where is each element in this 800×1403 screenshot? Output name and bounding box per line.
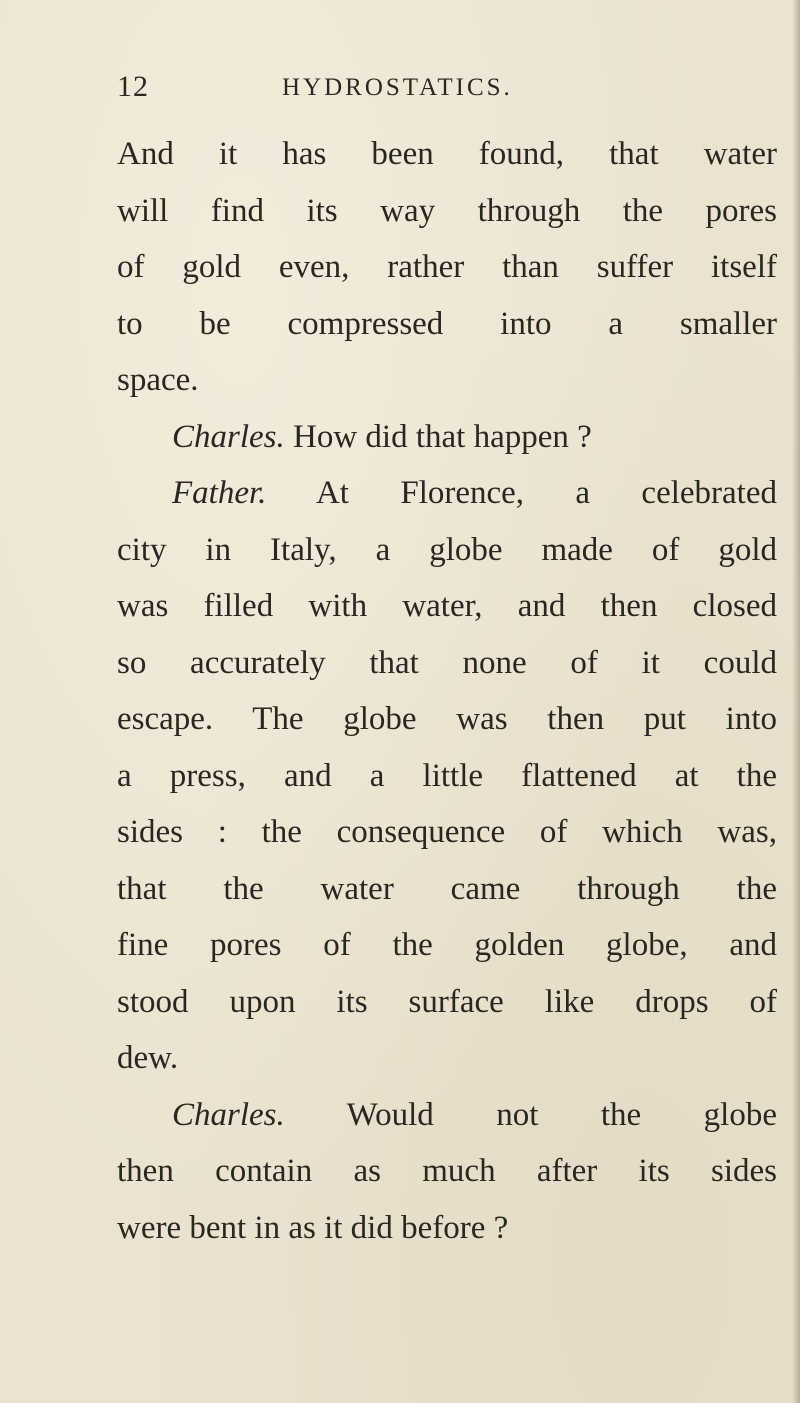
text-line: a press, and a little flattened at the — [117, 757, 777, 794]
running-head: HYDROSTATICS. — [282, 74, 513, 101]
body-text — [117, 126, 777, 1256]
text-line: were bent in as it did before ? — [117, 1209, 509, 1246]
text-line: And it has been found, that water — [117, 136, 777, 172]
text-line: to be compressed into a smaller — [117, 305, 777, 342]
dialogue-line — [117, 1087, 777, 1144]
text-line: then contain as much after its sides — [117, 1153, 777, 1189]
dialogue-text: Would not the globe — [284, 1096, 777, 1133]
text-line: dew. — [117, 1040, 179, 1076]
text-line: fine pores of the golden globe, and — [117, 927, 777, 963]
dialogue-line — [117, 465, 777, 522]
dialogue-line — [117, 409, 777, 466]
text-line: that the water came through the — [117, 870, 777, 907]
speaker-name: Charles. — [172, 418, 285, 455]
page-header — [117, 70, 717, 114]
text-line: was filled with water, and then closed — [117, 588, 777, 624]
text-line: stood upon its surface like drops of — [117, 983, 777, 1020]
text-line: will find its way through the pores — [117, 192, 777, 229]
page-number: 12 — [117, 70, 149, 103]
text-line: space. — [117, 362, 199, 398]
text-line: escape. The globe was then put into — [117, 701, 777, 737]
text-line: city in Italy, a globe made of gold — [117, 531, 777, 568]
text-line: so accurately that none of it could — [117, 644, 777, 681]
page-edge-shadow — [792, 0, 800, 1403]
speaker-name: Charles. — [172, 1096, 285, 1133]
text-line: of gold even, rather than suffer itself — [117, 249, 777, 285]
text-line: sides : the consequence of which was, — [117, 814, 777, 850]
speaker-name: Father. — [172, 475, 267, 511]
dialogue-text: How did that happen ? — [284, 418, 592, 455]
dialogue-text: At Florence, a celebrated — [266, 475, 777, 511]
